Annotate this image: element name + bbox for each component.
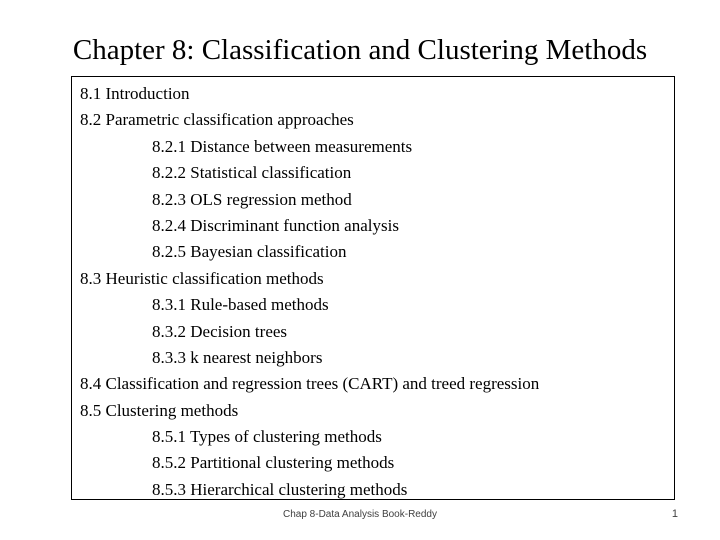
slide-footer: Chap 8-Data Analysis Book-Reddy [283,509,437,520]
toc-subitem: 8.2.1 Distance between measurements [152,136,413,156]
table-of-contents-list [80,81,539,503]
toc-item: 8.4 Classification and regression trees (CART) and treed regression [80,374,540,394]
slide-title: Chapter 8: Classification and Clustering Methods [72,34,648,66]
toc-item: 8.3 Heuristic classification methods [80,268,324,288]
toc-item: 8.1 Introduction [80,84,190,103]
toc-subitem: 8.2.5 Bayesian classification [152,242,347,262]
toc-subitem: 8.3.2 Decision trees [152,321,288,341]
toc-subitem: 8.3.1 Rule-based methods [152,295,329,315]
toc-item: 8.2 Parametric classification approaches [80,110,354,130]
toc-subitem: 8.2.4 Discriminant function analysis [152,215,399,235]
toc-subitem: 8.5.2 Partitional clustering methods [152,453,395,473]
toc-item: 8.5 Clustering methods [80,400,239,420]
toc-subitem: 8.3.3 k nearest neighbors [152,347,323,367]
toc-subitem: 8.5.1 Types of clustering methods [152,427,382,447]
toc-subitem: 8.2.2 Statistical classification [152,163,352,183]
toc-subitem: 8.2.3 OLS regression method [152,189,352,209]
toc-subitem: 8.5.3 Hierarchical clustering methods [152,479,408,499]
table-of-contents-box [71,76,675,500]
page-number: 1 [671,508,678,520]
